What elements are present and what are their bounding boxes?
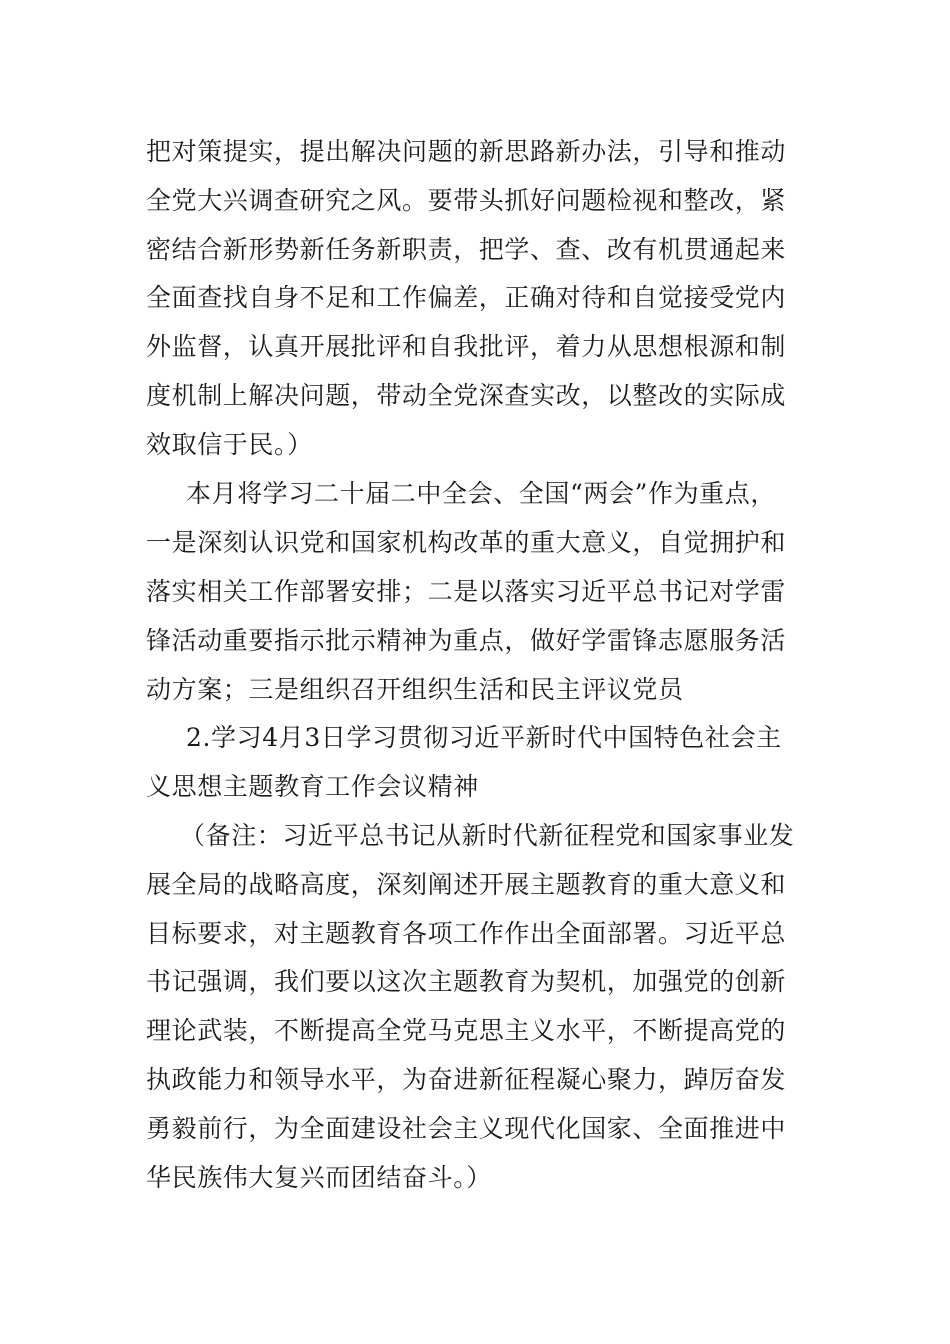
section-heading: 2.学习4月3日学习贯彻习近平新时代中国特色社会主 (186, 723, 782, 752)
text-line: 动方案；三是组织召开组织生活和民主评议党员 (146, 675, 684, 704)
text-line: 一是深刻认识党和国家机构改革的重大意义，自觉拥护和 (146, 528, 787, 557)
text-line: 全面查找自身不足和工作偏差，正确对待和自觉接受党内 (146, 283, 787, 312)
text-line: 展全局的战略高度，深刻阐述开展主题教育的重大意义和 (146, 870, 787, 899)
text-line: 勇毅前行，为全面建设社会主义现代化国家、全面推进中 (146, 1114, 787, 1143)
paragraph-first-line: 本月将学习二十届二中全会、全国“两会”作为重点， (186, 479, 776, 508)
text-line: 效取信于民。） (146, 430, 313, 459)
section-heading-continuation: 义思想主题教育工作会议精神 (146, 772, 479, 801)
text-line: 把对策提实，提出解决问题的新思路新办法，引导和推动 (146, 137, 787, 166)
text-line: 书记强调，我们要以这次主题教育为契机，加强党的创新 (146, 967, 787, 996)
text-line: 外监督，认真开展批评和自我批评，着力从思想根源和制 (146, 332, 787, 361)
text-line: 理论武装，不断提高全党马克思主义水平，不断提高党的 (146, 1016, 787, 1045)
text-line: 目标要求，对主题教育各项工作作出全面部署。习近平总 (146, 919, 787, 948)
text-line: 密结合新形势新任务新职责，把学、查、改有机贯通起来 (146, 235, 787, 264)
text-line: 落实相关工作部署安排；二是以落实习近平总书记对学雷 (146, 577, 787, 606)
text-line: 全党大兴调查研究之风。要带头抓好问题检视和整改，紧 (146, 186, 787, 215)
text-line: 锋活动重要指示批示精神为重点，做好学雷锋志愿服务活 (146, 626, 787, 655)
text-line: 度机制上解决问题，带动全党深查实改，以整改的实际成 (146, 381, 787, 410)
text-line: 执政能力和领导水平，为奋进新征程凝心聚力，踔厉奋发 (146, 1065, 787, 1094)
note-first-line: （备注：习近平总书记从新时代新征程党和国家事业发 (180, 821, 795, 850)
text-line: 华民族伟大复兴而团结奋斗。） (146, 1163, 492, 1192)
